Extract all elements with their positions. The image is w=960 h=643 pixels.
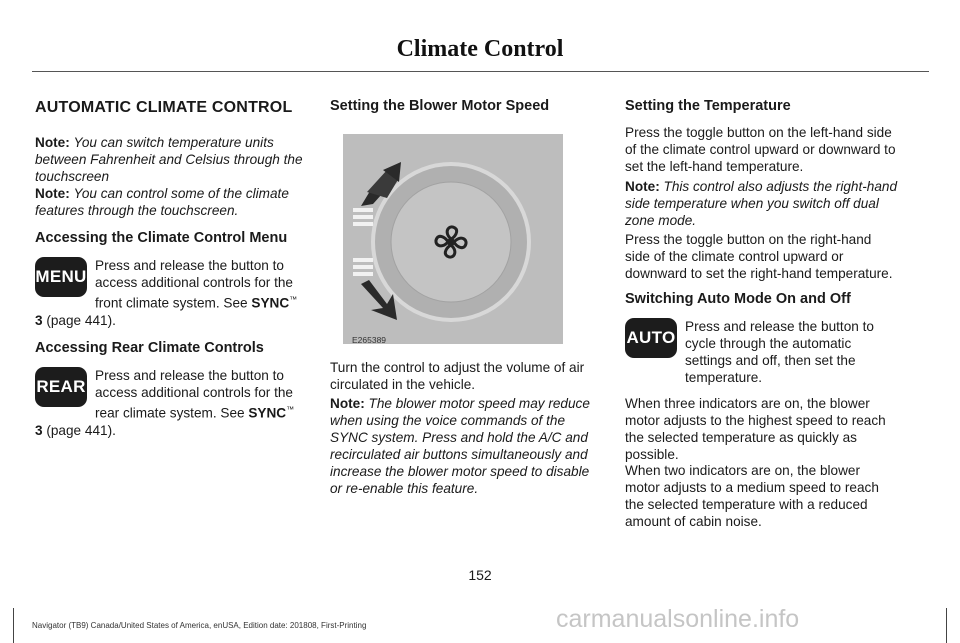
- rear-instructions-text: Press and release the button to access additional controls for the rear climate system. See: [95, 368, 293, 421]
- menu-instructions: [35, 257, 307, 329]
- figure-id: E265389: [352, 335, 387, 345]
- crop-mark: [13, 608, 14, 643]
- page-header-title: Climate Control: [396, 36, 564, 62]
- blower-control-illustration: [343, 134, 569, 344]
- auto-instructions-body: Press and release the button to cycle through the automatic settings and off, then set the temperature.: [685, 319, 874, 385]
- note-text: You can switch temperature units between Fahrenheit and Celsius through the touchscreen: [35, 135, 303, 184]
- edition-footer: Navigator (TB9) Canada/United States of America, enUSA, Edition date: 201808, First-Printing: [32, 621, 367, 630]
- auto-button-label: AUTO: [626, 328, 676, 347]
- note-text: This control also adjusts the right-hand side temperature when you switch off dual zone mode.: [625, 179, 898, 228]
- blower-control-figure: [343, 134, 569, 344]
- rear-instructions-tail: [35, 422, 307, 439]
- rear-instructions: [35, 367, 307, 439]
- note-label: Note:: [35, 186, 70, 201]
- watermark: carmanualsonline.info: [556, 605, 800, 633]
- subheading-temperature: Setting the Temperature: [625, 98, 791, 114]
- subheading-climate-menu: Accessing the Climate Control Menu: [35, 230, 288, 246]
- trademark: ™: [286, 405, 295, 414]
- auto-instructions: [625, 318, 897, 386]
- note-touchscreen: [35, 185, 307, 219]
- menu-instructions-tail: [35, 312, 307, 329]
- page-reference[interactable]: (page 441).: [46, 312, 116, 328]
- menu-instructions-body: [35, 257, 307, 312]
- sync-link[interactable]: SYNC: [251, 295, 290, 311]
- note-text: You can control some of the climate features through the touchscreen.: [35, 186, 289, 218]
- rear-button-label: REAR: [36, 377, 86, 396]
- note-blower-speed: [330, 395, 602, 497]
- note-label: Note:: [330, 396, 365, 411]
- note-text: The blower motor speed may reduce when using the voice commands of the SYNC system. Press and hold the A/C and recirculated air buttons simultaneously and increase the blower motor speed to disable or re-enable this feature.: [330, 396, 590, 496]
- page-number: 152: [468, 567, 492, 583]
- subheading-rear-climate: Accessing Rear Climate Controls: [35, 340, 264, 356]
- header-divider: [32, 71, 929, 72]
- crop-mark: [946, 608, 947, 643]
- blower-instructions: Turn the control to adjust the volume of air circulated in the vehicle.: [330, 360, 585, 392]
- menu-button-label: MENU: [35, 267, 87, 286]
- two-indicators-text: When two indicators are on, the blower motor adjusts to a medium speed to reach the selected temperature with a reduced amount of cabin noise.: [625, 463, 879, 529]
- note-label: Note:: [625, 179, 660, 194]
- subheading-blower-speed: Setting the Blower Motor Speed: [330, 98, 550, 114]
- page-reference[interactable]: (page 441).: [46, 422, 116, 438]
- note-units: [35, 134, 307, 185]
- note-dual-zone: [625, 178, 897, 229]
- subheading-auto-mode: Switching Auto Mode On and Off: [625, 291, 851, 307]
- sync-version[interactable]: 3: [35, 422, 43, 438]
- section-heading: AUTOMATIC CLIMATE CONTROL: [35, 99, 293, 116]
- rear-instructions-body: [35, 367, 307, 422]
- temperature-left-instructions: Press the toggle button on the left-hand side of the climate control upward or downward to set the left-hand temperature.: [625, 125, 896, 174]
- note-label: Note:: [35, 135, 70, 150]
- temperature-right-instructions: Press the toggle button on the right-hand side of the climate control upward or downward to set the right-hand temperature.: [625, 232, 893, 281]
- three-indicators-text: When three indicators are on, the blower motor adjusts to the highest speed to reach the selected temperature as quickly as possible.: [625, 396, 886, 462]
- sync-version[interactable]: 3: [35, 312, 43, 328]
- menu-instructions-text: Press and release the button to access additional controls for the front climate system. See: [95, 258, 293, 311]
- sync-link[interactable]: SYNC: [248, 405, 287, 421]
- trademark: ™: [289, 295, 298, 304]
